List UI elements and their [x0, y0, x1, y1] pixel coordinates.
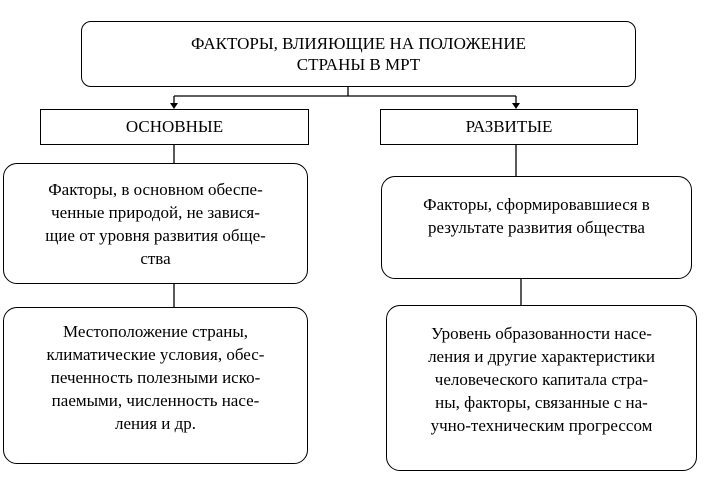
left-examples-line-4: паемыми, численность насе- [51, 391, 260, 410]
left-description-line-1: Факторы, в основном обеспе- [48, 179, 263, 199]
left-examples-box [3, 307, 308, 464]
right-heading-label: РАЗВИТЫЕ [465, 117, 553, 136]
right-examples-line-1: Уровень образованности насе- [431, 324, 652, 343]
right-description-box [381, 176, 692, 279]
title-line-1: ФАКТОРЫ, ВЛИЯЮЩИЕ НА ПОЛОЖЕНИЕ [190, 34, 526, 53]
left-description-line-3: щие от уровня развития обще- [45, 225, 266, 245]
left-examples-line-1: Местоположение страны, [62, 322, 249, 341]
right-examples-box [386, 305, 697, 471]
title-line-2: СТРАНЫ В МРТ [296, 55, 421, 74]
right-heading-box [380, 109, 638, 145]
right-description-line-2: результате развития общества [428, 218, 645, 237]
left-description-box [3, 163, 308, 284]
right-examples-line-2: ления и другие характеристики [428, 347, 655, 366]
right-examples-line-5: учно-техническим прогрессом [430, 416, 653, 435]
title-box [81, 21, 636, 87]
left-description-line-4: ства [140, 248, 171, 268]
left-examples-line-2: климатические условия, обес- [46, 345, 265, 364]
right-examples-line-3: человеческого капитала стра- [434, 370, 649, 389]
left-examples-line-3: печенность полезными иско- [50, 368, 261, 387]
left-heading-box [40, 109, 309, 145]
right-examples-line-4: ны, факторы, связанные с на- [435, 393, 648, 412]
left-description-line-2: ченные природой, не завися- [51, 202, 260, 222]
right-description-line-1: Факторы, сформировавшиеся в [423, 195, 650, 214]
left-examples-line-5: ления и др. [114, 414, 197, 433]
left-heading-label: ОСНОВНЫЕ [125, 117, 224, 136]
